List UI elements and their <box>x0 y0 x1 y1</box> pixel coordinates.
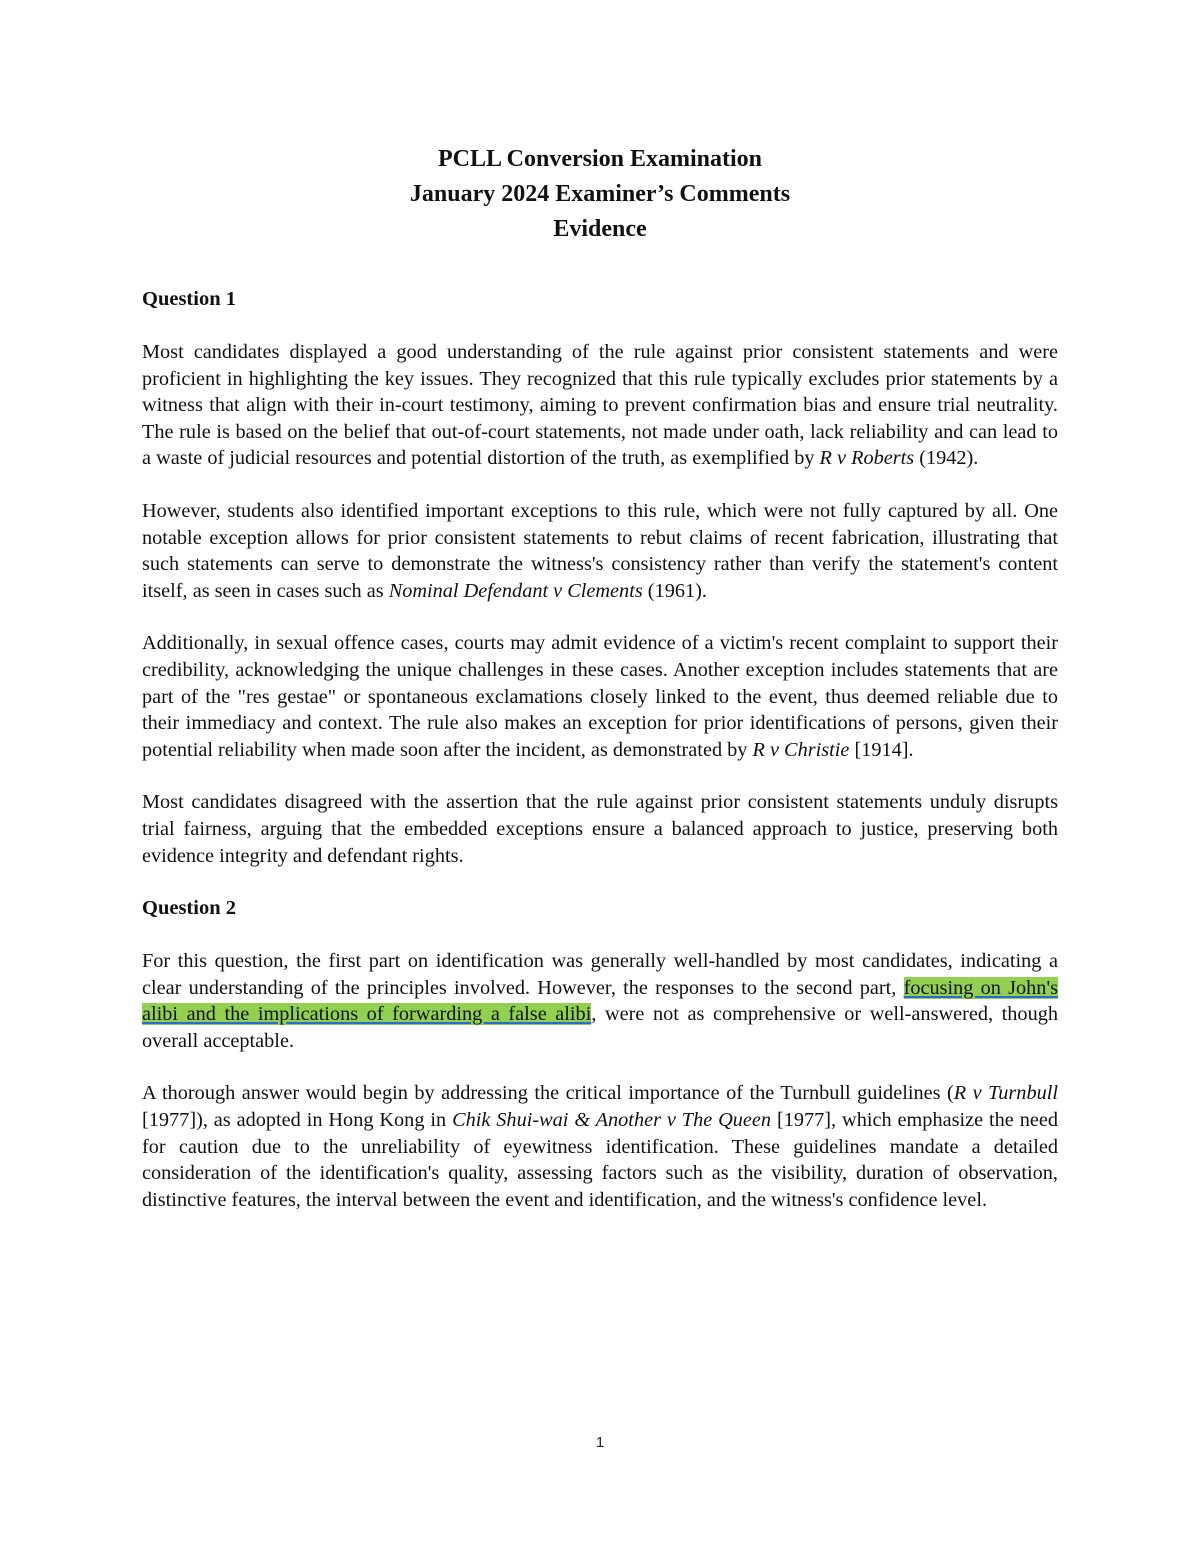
case-citation: Nominal Defendant v Clements <box>388 579 643 602</box>
case-citation: R v Roberts <box>819 447 915 470</box>
question-2-paragraph-1 <box>142 948 1058 1054</box>
text-run: , were not as comprehensive or well-answered, though overall acceptable. <box>142 1003 1058 1052</box>
text-run: For this question, the first part on identification was generally well-handled by most candidates, indicating a clear understanding of the principles involved. However, the responses to the second part, <box>142 950 1058 999</box>
question-2-paragraph-2 <box>142 1080 1058 1213</box>
question-1-paragraph-3 <box>142 630 1058 763</box>
question-1-paragraph-4: Most candidates disagreed with the assertion that the rule against prior consistent statements unduly disrupts trial fairness, arguing that the embedded exceptions ensure a balanced approach to justice, preserving both evidence integrity and defendant rights. <box>142 791 1058 867</box>
question-1-heading: Question 1 <box>142 288 236 310</box>
text-run: [1977]), as adopted in Hong Kong in <box>142 1109 453 1132</box>
document-subtitle: January 2024 Examiner’s Comments <box>409 181 791 207</box>
title-block <box>0 142 1200 247</box>
question-1-paragraph-1 <box>142 339 1058 472</box>
text-run: Additionally, in sexual offence cases, courts may admit evidence of a victim's recent complaint to support their credibility, acknowledging the unique challenges in these cases. Another exception includes statements that are part of the "res gestae" or spontaneous exclamations closely linked to the event, thus deemed reliable due to their immediacy and context. The rule also makes an exception for prior identifications of persons, given their potential reliability when made soon after the incident, as demonstrated by <box>142 632 1058 761</box>
case-citation: R v Christie <box>752 738 850 761</box>
text-run: Most candidates displayed a good understanding of the rule against prior consistent statements and were proficient in highlighting the key issues. They recognized that this rule typically excludes prior statements by a witness that align with their in-court testimony, aiming to prevent confirmation bias and ensure trial neutrality. The rule is based on the belief that out-of-court statements, not made under oath, lack reliability and can lead to a waste of judicial resources and potential distortion of the truth, as exemplified by <box>142 341 1058 470</box>
document-subject: Evidence <box>553 216 647 242</box>
text-run: However, students also identified important exceptions to this rule, which were not fully captured by all. One notable exception allows for prior consistent statements to rebut claims of recent fabrication, illustrating that such statements can serve to demonstrate the witness's consistency rather than verify the statement's content itself, as seen in cases such as <box>142 499 1058 602</box>
question-2-heading: Question 2 <box>142 897 236 920</box>
text-run: (1961). <box>642 579 707 602</box>
text-run: A thorough answer would begin by addressing the critical importance of the Turnbull guidelines ( <box>142 1082 954 1105</box>
text-run: [1977], which emphasize the need for caution due to the unreliability of eyewitness identification. These guidelines mandate a detailed consideration of the identification's quality, assessing factors such as the visibility, duration of observation, distinctive features, the interval between the event and identification, and the witness's confidence level. <box>142 1109 1058 1211</box>
case-citation: Chik Shui-wai & Another v The Queen <box>452 1109 772 1132</box>
page-number: 1 <box>595 1434 605 1451</box>
highlighted-text: focusing on John's alibi and the implications of forwarding a false alibi <box>142 976 1058 1026</box>
text-run: (1942). <box>914 447 979 470</box>
question-1-paragraph-2 <box>142 498 1058 604</box>
text-run: [1914]. <box>849 738 914 761</box>
case-citation: R v Turnbull <box>953 1082 1058 1105</box>
document-body <box>142 286 1058 1213</box>
document-title: PCLL Conversion Examination <box>437 146 763 172</box>
